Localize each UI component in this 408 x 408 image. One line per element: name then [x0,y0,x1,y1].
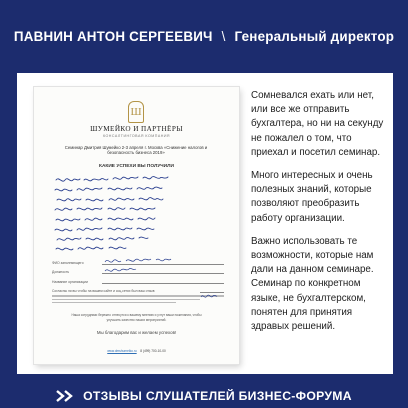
content-panel [17,73,393,374]
footer [0,384,408,408]
header-separator: \ [221,28,226,44]
signature-scribble-icon [104,257,174,264]
form-field-organization: Название организации [52,276,224,284]
company-subtitle: КОНСАЛТИНГОВАЯ КОМПАНИЯ [102,134,171,138]
header [0,0,408,72]
company-name: ШУМЕЙКО И ПАРТНЁРЫ [90,125,183,133]
footer-title: ОТЗЫВЫ СЛУШАТЕЛЕЙ БИЗНЕС-ФОРУМА [83,389,352,403]
form-consent-row: Согласны ли вы чтобы на вашем сайте и соц.сетях был ваш отзыв [52,285,224,293]
fine-print [52,295,224,303]
review-text [251,89,388,343]
form-thanks: Мы благодарим вас и желаем успехов! [96,330,177,335]
form-field-name: ФИО заполняющего [52,257,224,265]
handwritten-review [52,172,224,254]
form-fields [52,257,224,305]
author-position: Генеральный директор [234,28,395,44]
review-paragraph: Много интересных и очень полезных знаний, которые позволяют преобразить работу организации. [251,170,373,224]
signature-scribble-icon [104,266,138,273]
feedback-form-image [34,87,239,364]
form-contacts [34,349,239,353]
form-field-position: Должность [52,266,224,274]
form-note: Наша сотрудники бережно отнесутся к вашему мнению и учтут ваши пожелания, чтобы улучшить качество наших мероприятий. [71,313,202,322]
form-heading: КАКИЕ УСПЕХИ ВЫ ПОЛУЧИЛИ [99,164,174,169]
double-chevron-right-icon [56,390,74,402]
site-link: www.dmshumeiko.ru [107,349,137,353]
review-paragraph: Сомневался ехать или нет, или все же отправить бухгалтера, но ни на секунду не пожалел о том, что приехал и посетил семинар. [251,90,384,158]
company-logo-icon: Ш [128,101,144,123]
handwriting-scribble-icon [52,172,224,254]
review-paragraph: Важно использовать те возможности, которые нам дали на данном семинаре. Семинар по конкретном языке, не бухгалтерском, понятен для принятия здравых решений. [251,235,374,333]
signature-scribble-icon [200,292,218,299]
author-name: ПАВНИН АНТОН СЕРГЕЕВИЧ [13,28,213,44]
phone-number: 8 (499) 700-10-00 [140,349,166,353]
seminar-title: Семинар Дмитрия Шумейко 2-3 апреля г. Москва «Снижение налогов и безопасность бизнеса 2019» [64,145,208,156]
